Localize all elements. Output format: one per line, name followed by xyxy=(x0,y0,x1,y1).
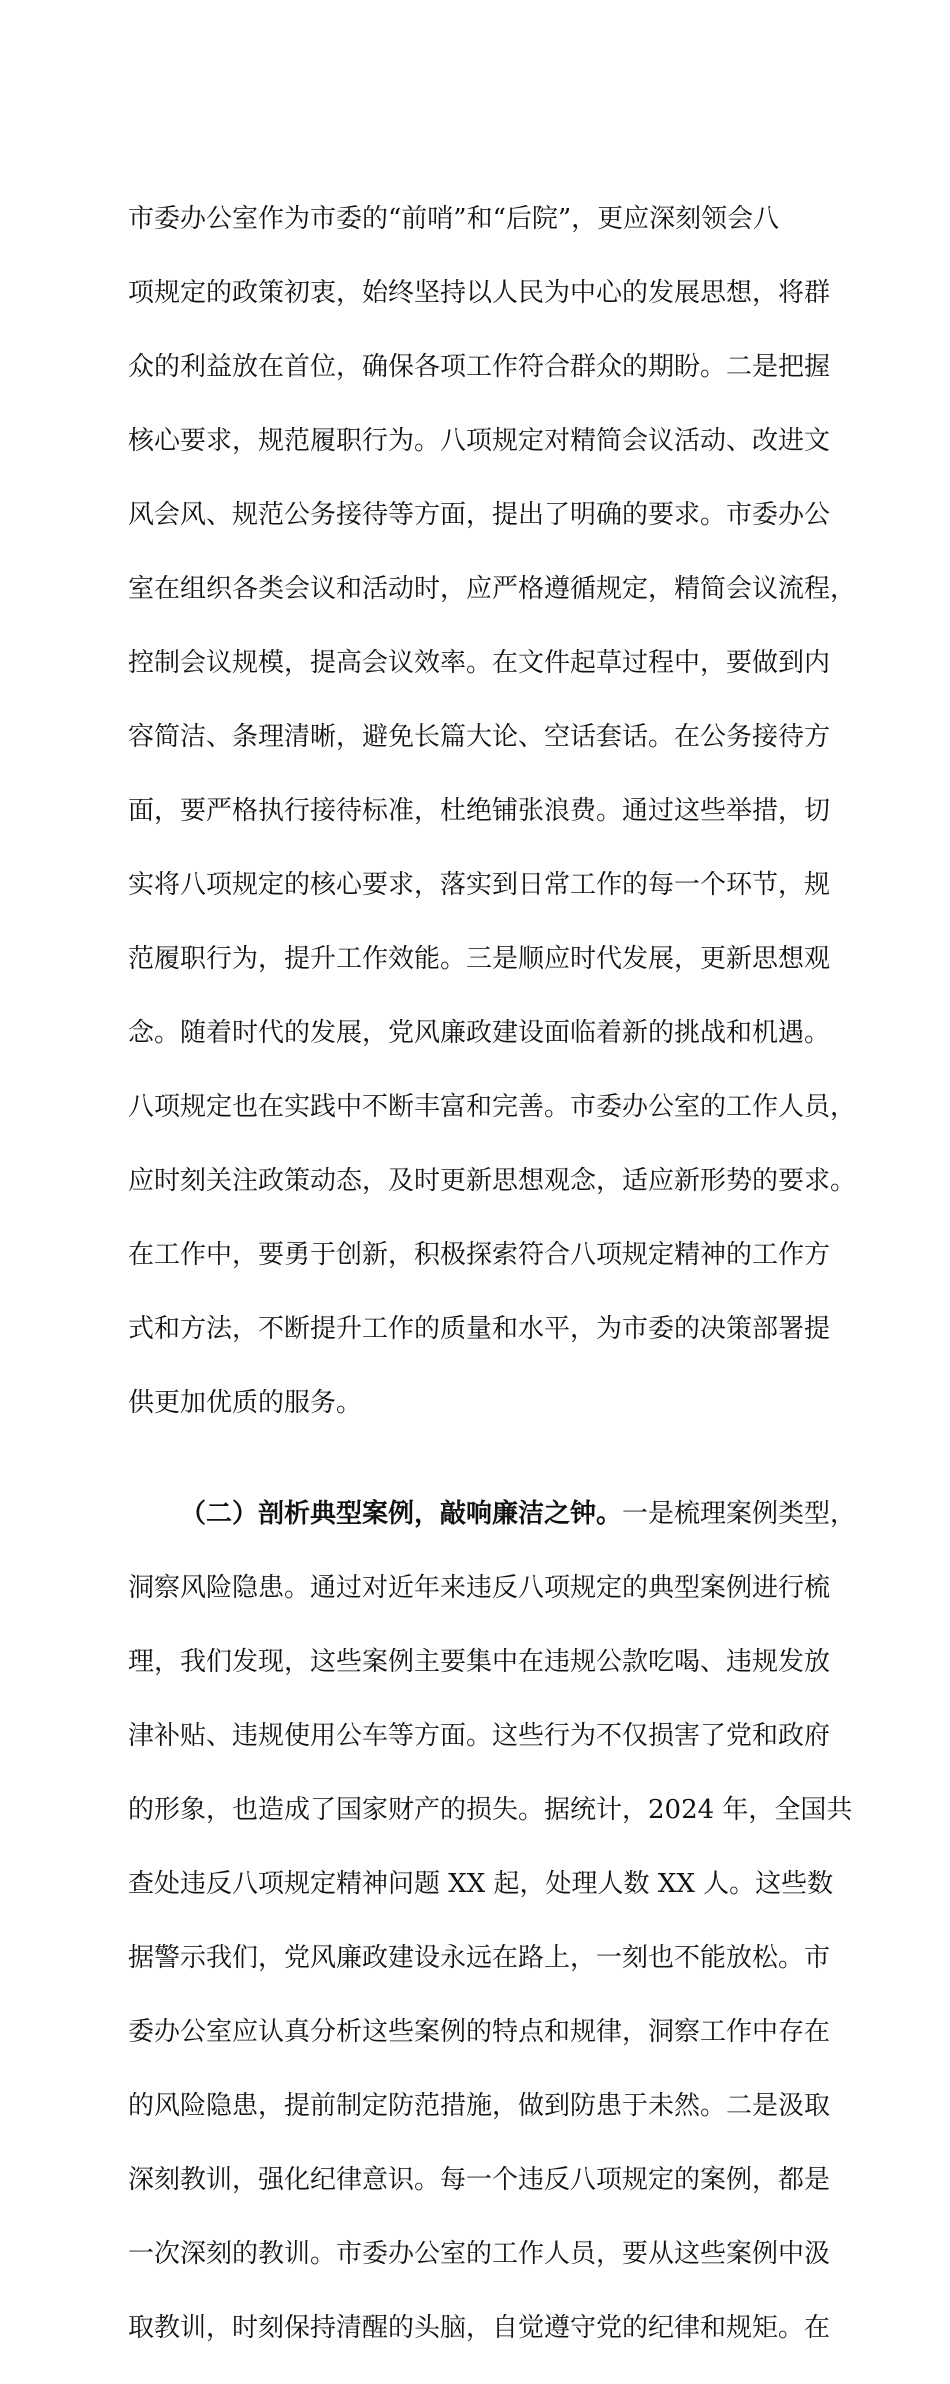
text-line: 八项规定也在实践中不断丰富和完善。市委办公室的工作人员， xyxy=(128,1092,857,1122)
text-line: 风会风、规范公务接待等方面，提出了明确的要求。市委办公 xyxy=(128,500,831,530)
paragraph-1 xyxy=(128,164,857,1459)
text-line: 取教训，时刻保持清醒的头脑，自觉遵守党的纪律和规矩。在 xyxy=(128,2313,831,2343)
section-heading: （二）剖析典型案例，敲响廉洁之钟。 xyxy=(180,1499,623,1529)
text-line: 项规定的政策初衷，始终坚持以人民为中心的发展思想，将群 xyxy=(128,278,831,308)
text-line: 津补贴、违规使用公车等方面。这些行为不仅损害了党和政府 xyxy=(128,1721,831,1751)
text-line: 应时刻关注政策动态，及时更新思想观念，适应新形势的要求。 xyxy=(128,1166,857,1196)
text-line: 市委办公室作为市委的“前哨”和“后院”，更应深刻领会八 xyxy=(128,204,780,234)
text-line: 核心要求，规范履职行为。八项规定对精简会议活动、改进文 xyxy=(128,426,831,456)
section-heading-rest: 一是梳理案例类型， xyxy=(622,1499,857,1529)
text-line: 众的利益放在首位，确保各项工作符合群众的期盼。二是把握 xyxy=(128,352,831,382)
text-line: 一次深刻的教训。市委办公室的工作人员，要从这些案例中汲 xyxy=(128,2239,831,2269)
paragraph-2 xyxy=(128,1459,857,2384)
text-line: 供更加优质的服务。 xyxy=(128,1388,363,1418)
text-line: 理，我们发现，这些案例主要集中在违规公款吃喝、违规发放 xyxy=(128,1647,831,1677)
text-line: 的风险隐患，提前制定防范措施，做到防患于未然。二是汲取 xyxy=(128,2091,831,2121)
text-line: 室在组织各类会议和活动时，应严格遵循规定，精简会议流程， xyxy=(128,574,857,604)
text-line: 控制会议规模，提高会议效率。在文件起草过程中，要做到内 xyxy=(128,648,831,678)
text-line: 面，要严格执行接待标准，杜绝铺张浪费。通过这些举措，切 xyxy=(128,796,831,826)
text-line: 委办公室应认真分析这些案例的特点和规律，洞察工作中存在 xyxy=(128,2017,831,2047)
text-line: 的形象，也造成了国家财产的损失。据统计，2024 年，全国共 xyxy=(128,1795,853,1825)
text-line: 式和方法，不断提升工作的质量和水平，为市委的决策部署提 xyxy=(128,1314,831,1344)
text-line: 在工作中，要勇于创新，积极探索符合八项规定精神的工作方 xyxy=(128,1240,831,1270)
text-line: 查处违反八项规定精神问题 XX 起，处理人数 XX 人。这些数 xyxy=(128,1869,834,1899)
text-line: 洞察风险隐患。通过对近年来违反八项规定的典型案例进行梳 xyxy=(128,1573,831,1603)
text-line: 实将八项规定的核心要求，落实到日常工作的每一个环节，规 xyxy=(128,870,831,900)
text-line: 范履职行为，提升工作效能。三是顺应时代发展，更新思想观 xyxy=(128,944,831,974)
text-line: 念。随着时代的发展，党风廉政建设面临着新的挑战和机遇。 xyxy=(128,1018,831,1048)
text-line: 容简洁、条理清晰，避免长篇大论、空话套话。在公务接待方 xyxy=(128,722,831,752)
section-heading-line xyxy=(128,1496,857,1533)
text-line: 据警示我们，党风廉政建设永远在路上，一刻也不能放松。市 xyxy=(128,1943,831,1973)
document-body xyxy=(128,164,857,2384)
text-line: 深刻教训，强化纪律意识。每一个违反八项规定的案例，都是 xyxy=(128,2165,831,2195)
